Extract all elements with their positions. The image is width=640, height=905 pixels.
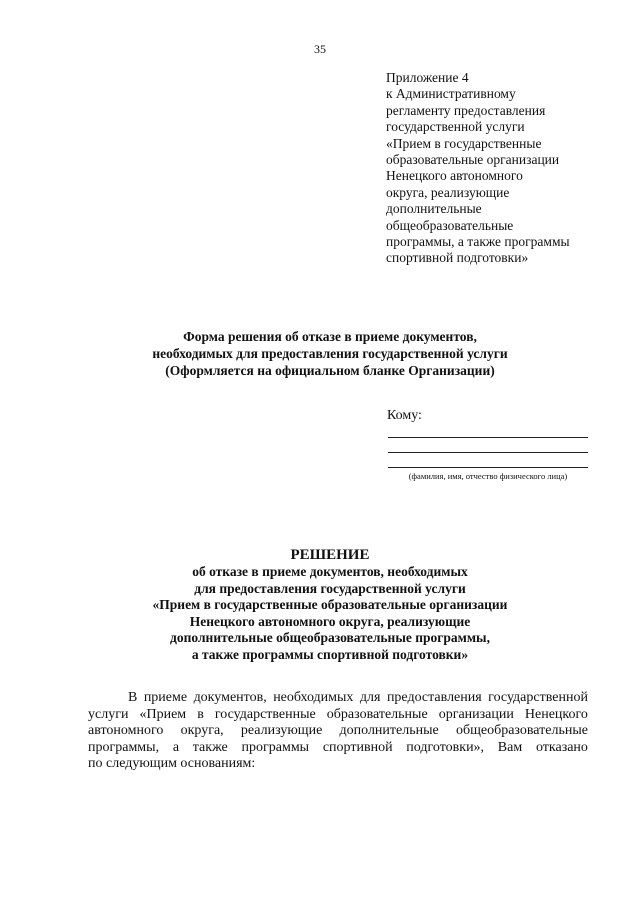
appendix-line: Приложение 4 <box>386 70 469 85</box>
decision-heading: РЕШЕНИЕ <box>290 547 370 563</box>
body-word: В <box>128 690 138 705</box>
recipient-caption: (фамилия, имя, отчество физического лица) <box>408 471 568 481</box>
appendix-line: «Прием в государственные <box>386 135 542 151</box>
body-word: организации <box>438 706 514 722</box>
body-word: общеобразовательные <box>455 723 588 739</box>
body-word: государственной <box>488 690 588 705</box>
body-word: подготовки», <box>406 739 485 755</box>
appendix-line: к Административному <box>386 86 516 102</box>
decision-subtitle <box>80 564 580 664</box>
body-word: «Прием <box>139 706 187 722</box>
body-word: Вам <box>497 739 523 755</box>
form-title <box>80 329 580 379</box>
appendix-line: регламенту предоставления <box>386 102 546 118</box>
body-word: программы <box>241 739 310 755</box>
body-word: реализующие <box>240 723 323 739</box>
decision-line: об отказе в приеме документов, необходимых <box>192 564 468 579</box>
appendix-line: государственной услуги <box>386 119 525 135</box>
appendix-line: спортивной подготовки» <box>386 250 529 266</box>
appendix-line: программы, а также программы <box>386 234 570 250</box>
recipient-line-2 <box>388 452 588 453</box>
body-word: отказано <box>535 739 588 755</box>
appendix-line: образовательные организации <box>386 152 560 168</box>
body-word: автономного <box>88 723 164 739</box>
body-word: документов, <box>193 690 267 705</box>
body-word: государственные <box>214 706 316 722</box>
body-word: образовательные <box>326 706 428 722</box>
body-word: в <box>197 706 204 722</box>
decision-line: а также программы спортивной подготовки» <box>191 646 469 662</box>
body-word: а <box>172 739 180 755</box>
appendix-line: дополнительные <box>386 201 482 217</box>
body-word: Ненецкого <box>524 706 588 722</box>
body-word: также <box>192 739 228 755</box>
body-word: для <box>359 690 381 705</box>
appendix-line: Ненецкого автономного <box>386 168 523 184</box>
body-word: предоставления <box>386 690 482 705</box>
recipient-line-1 <box>388 437 588 438</box>
body-word: приеме <box>143 690 188 705</box>
form-title-line: необходимых для предоставления государственной услуги <box>152 345 508 361</box>
appendix-line: общеобразовательные <box>386 217 514 233</box>
body-word: необходимых <box>273 690 354 705</box>
body-paragraph <box>88 690 588 773</box>
body-line: по следующим основаниям: <box>88 756 256 772</box>
recipient-line-3 <box>388 467 588 468</box>
recipient-label: Кому: <box>387 408 422 423</box>
body-line <box>88 707 588 724</box>
body-line <box>88 690 588 707</box>
form-title-line: (Оформляется на официальном бланке Организации) <box>165 362 495 378</box>
decision-line: дополнительные общеобразовательные программы, <box>170 630 490 646</box>
body-word: услуги <box>88 706 129 722</box>
appendix-line: округа, реализующие <box>386 184 510 200</box>
page-number: 35 <box>314 42 326 56</box>
body-word: программы, <box>88 739 160 755</box>
body-line <box>88 740 588 757</box>
body-word: округа, <box>180 723 224 739</box>
decision-line: для предоставления государственной услуги <box>194 580 466 596</box>
decision-line: «Прием в государственные образовательные организации <box>152 597 508 613</box>
appendix-block <box>386 70 626 267</box>
decision-line: Ненецкого автономного округа, реализующие <box>189 613 471 629</box>
form-title-line: Форма решения об отказе в приеме документов, <box>183 329 477 344</box>
body-word: спортивной <box>322 739 393 755</box>
body-line <box>88 723 588 740</box>
body-word: дополнительные <box>339 723 439 739</box>
